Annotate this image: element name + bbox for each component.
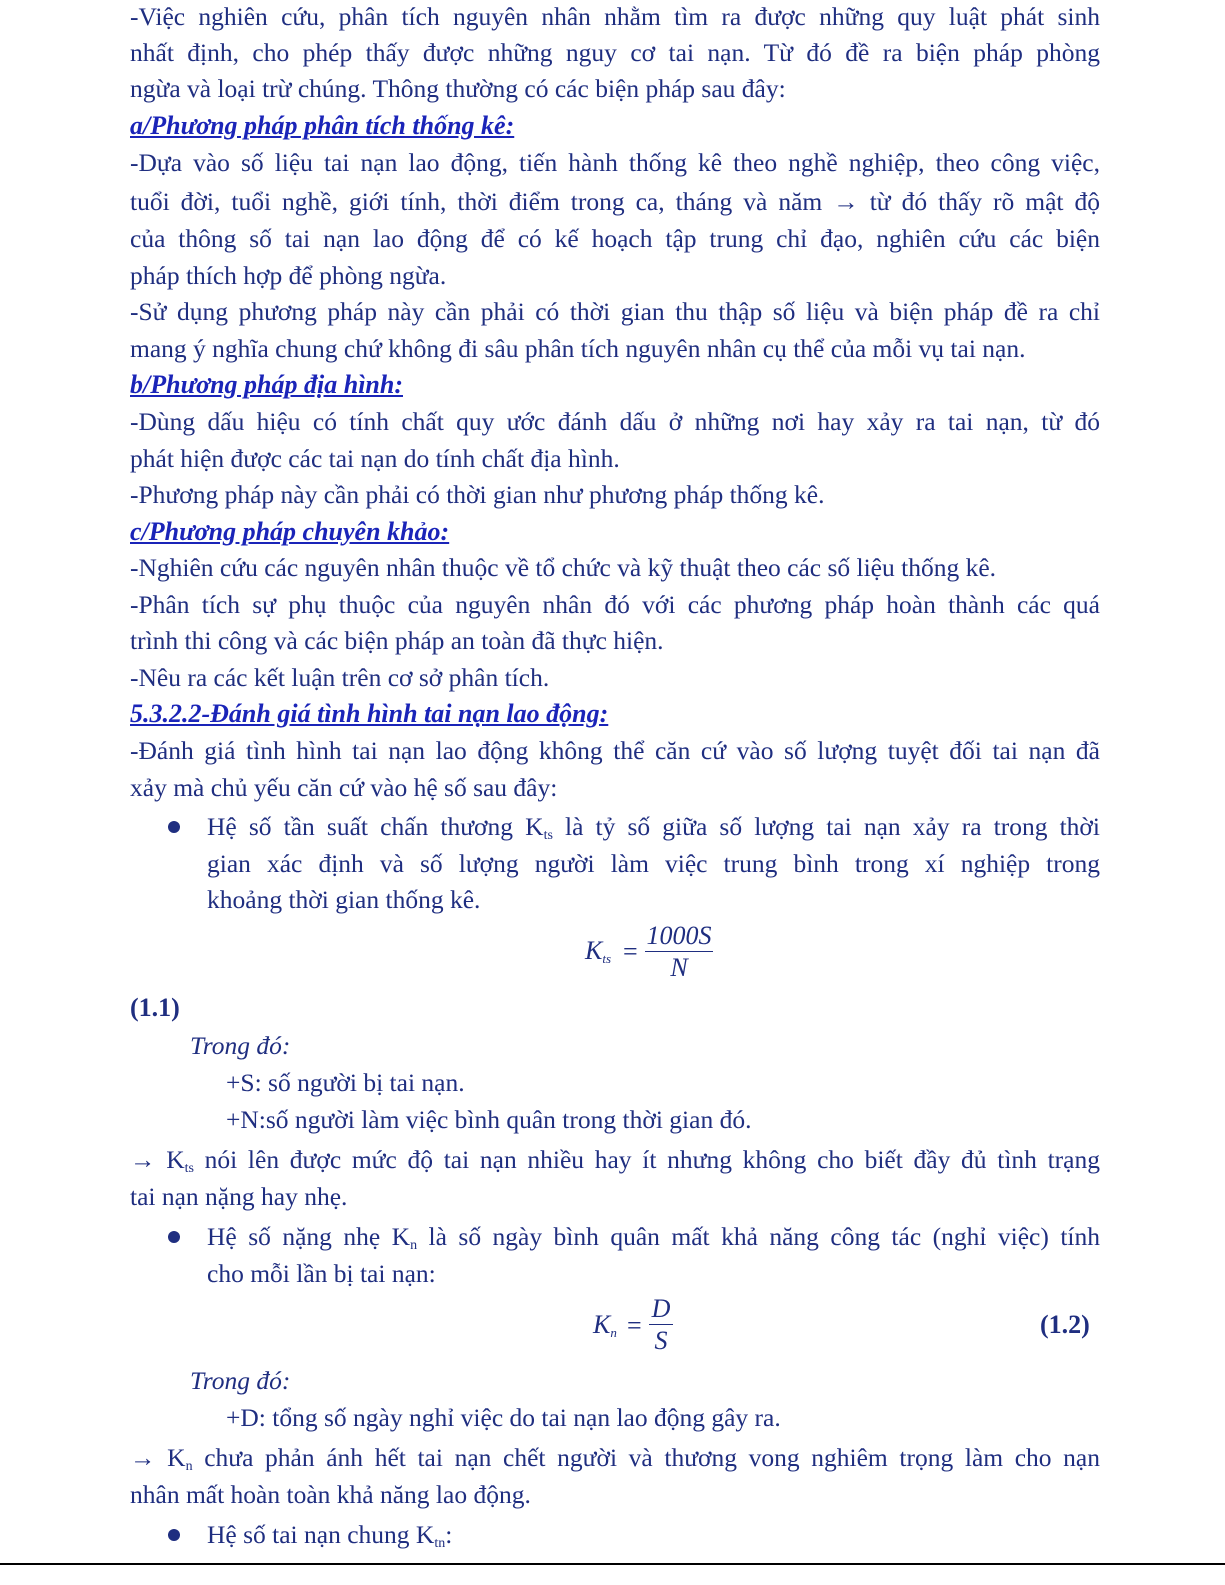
section-a-line-6: mang ý nghĩa chung chứ không đi sâu phân tích nguyên nhân cụ thể của mỗi vụ tai nạn. xyxy=(130,334,1026,363)
section-a-heading: a/Phương pháp phân tích thống kê: xyxy=(130,111,515,140)
bullet-2-line-1: Hệ số nặng nhẹ $K_n$ là số ngày bình quân mất khả năng công tác (nghỉ việc) tính xyxy=(207,1222,1100,1253)
bullet-2-icon xyxy=(168,1231,180,1243)
bullet-2-line-2: cho mỗi lần bị tai nạn: xyxy=(207,1259,436,1288)
arrow-2-line-1: → $K_n$ chưa phản ánh hết tai nạn chết người và thương vong nghiêm trọng làm cho nạn xyxy=(130,1443,1101,1474)
section-a-line-5: -Sử dụng phương pháp này cần phải có thời gian thu thập số liệu và biện pháp đề ra chỉ xyxy=(130,297,1100,326)
where-2-d: +D: tổng số ngày nghỉ việc do tai nạn lao động gây ra. xyxy=(226,1403,781,1432)
bullet-1-line-3: khoảng thời gian thống kê. xyxy=(207,885,481,914)
page-bottom-rule xyxy=(0,1563,1225,1565)
arrow-2-line-2: nhân mất hoàn toàn khả năng lao động. xyxy=(130,1480,531,1509)
intro-line-3: ngừa và loại trừ chúng. Thông thường có các biện pháp sau đây: xyxy=(130,74,786,103)
formula-1: $K_{ts}$ = 1000S N xyxy=(585,921,712,982)
equation-number-2: (1.2) xyxy=(1040,1310,1090,1339)
formula-1-numerator: 1000S xyxy=(646,921,712,950)
section-a-line-1: -Dựa vào số liệu tai nạn lao động, tiến hành thống kê theo nghề nghiệp, theo công việc, xyxy=(130,148,1100,177)
section-c-line-1: -Nghiên cứu các nguyên nhân thuộc về tổ chức và kỹ thuật theo các số liệu thống kê. xyxy=(130,553,997,582)
bullet-1-line-2: gian xác định và số lượng người làm việc trung bình trong xí nghiệp trong xyxy=(207,849,1100,878)
bullet-1-icon xyxy=(168,821,180,833)
section-b-heading: b/Phương pháp địa hình: xyxy=(130,370,403,399)
section-c-heading: c/Phương pháp chuyên khảo: xyxy=(130,517,450,546)
formula-1-denominator: N xyxy=(670,953,688,982)
formula-2: $K_n$ = D S xyxy=(593,1294,703,1364)
section-a-line-2: tuổi đời, tuổi nghề, giới tính, thời điểm trong ca, tháng và năm → từ đó thấy rõ mật độ xyxy=(130,187,1100,216)
section-b-line-1: -Dùng dấu hiệu có tính chất quy ước đánh dấu ở những nơi hay xảy ra tai nạn, từ đó xyxy=(130,407,1100,436)
bullet-1-line-1: Hệ số tần suất chấn thương $K_{ts}$ là tỷ số giữa số lượng tai nạn xảy ra trong thời xyxy=(207,812,1100,843)
formula-2-denominator: S xyxy=(654,1326,668,1355)
bullet-3-icon xyxy=(168,1529,180,1541)
section-c-line-4: -Nêu ra các kết luận trên cơ sở phân tích. xyxy=(130,663,550,692)
section-5322-line-1: -Đánh giá tình hình tai nạn lao động không thể căn cứ vào số lượng tuyệt đối tai nạn đã xyxy=(130,736,1100,765)
section-5322-line-2: xảy mà chủ yếu căn cứ vào hệ số sau đây: xyxy=(130,773,558,802)
intro-line-2: nhất định, cho phép thấy được những nguy cơ tai nạn. Từ đó đề ra biện pháp phòng xyxy=(130,38,1100,67)
where-label-1: Trong đó: xyxy=(190,1031,291,1060)
section-c-line-3: trình thi công và các biện pháp an toàn đã thực hiện. xyxy=(130,626,664,655)
formula-2-numerator: D xyxy=(651,1294,671,1323)
intro-line-1: -Việc nghiên cứu, phân tích nguyên nhân nhằm tìm ra được những quy luật phát sinh xyxy=(130,2,1100,31)
section-b-line-3: -Phương pháp này cần phải có thời gian như phương pháp thống kê. xyxy=(130,480,825,509)
arrow-1-line-1: → $K_{ts}$ nói lên được mức độ tai nạn nhiều hay ít nhưng không cho biết đầy đủ tình trạng xyxy=(130,1145,1100,1176)
where-1-s: +S: số người bị tai nạn. xyxy=(226,1068,465,1097)
arrow-1-line-2: tai nạn nặng hay nhẹ. xyxy=(130,1182,348,1211)
where-label-2: Trong đó: xyxy=(190,1366,291,1395)
equation-number-1: (1.1) xyxy=(130,993,180,1022)
section-a-line-3: của thông số tai nạn lao động để có kế hoạch tập trung chỉ đạo, nghiên cứu các biện xyxy=(130,224,1100,253)
bullet-3-line-1: Hệ số tai nạn chung $K_{tn}$: xyxy=(207,1520,453,1551)
section-a-line-4: pháp thích hợp để phòng ngừa. xyxy=(130,261,447,290)
section-c-line-2: -Phân tích sự phụ thuộc của nguyên nhân đó với các phương pháp hoàn thành các quá xyxy=(130,590,1100,619)
where-1-n: +N:số người làm việc bình quân trong thời gian đó. xyxy=(226,1105,752,1134)
section-5322-heading: 5.3.2.2-Đánh giá tình hình tai nạn lao động: xyxy=(130,699,609,728)
section-b-line-2: phát hiện được các tai nạn do tính chất địa hình. xyxy=(130,444,620,473)
